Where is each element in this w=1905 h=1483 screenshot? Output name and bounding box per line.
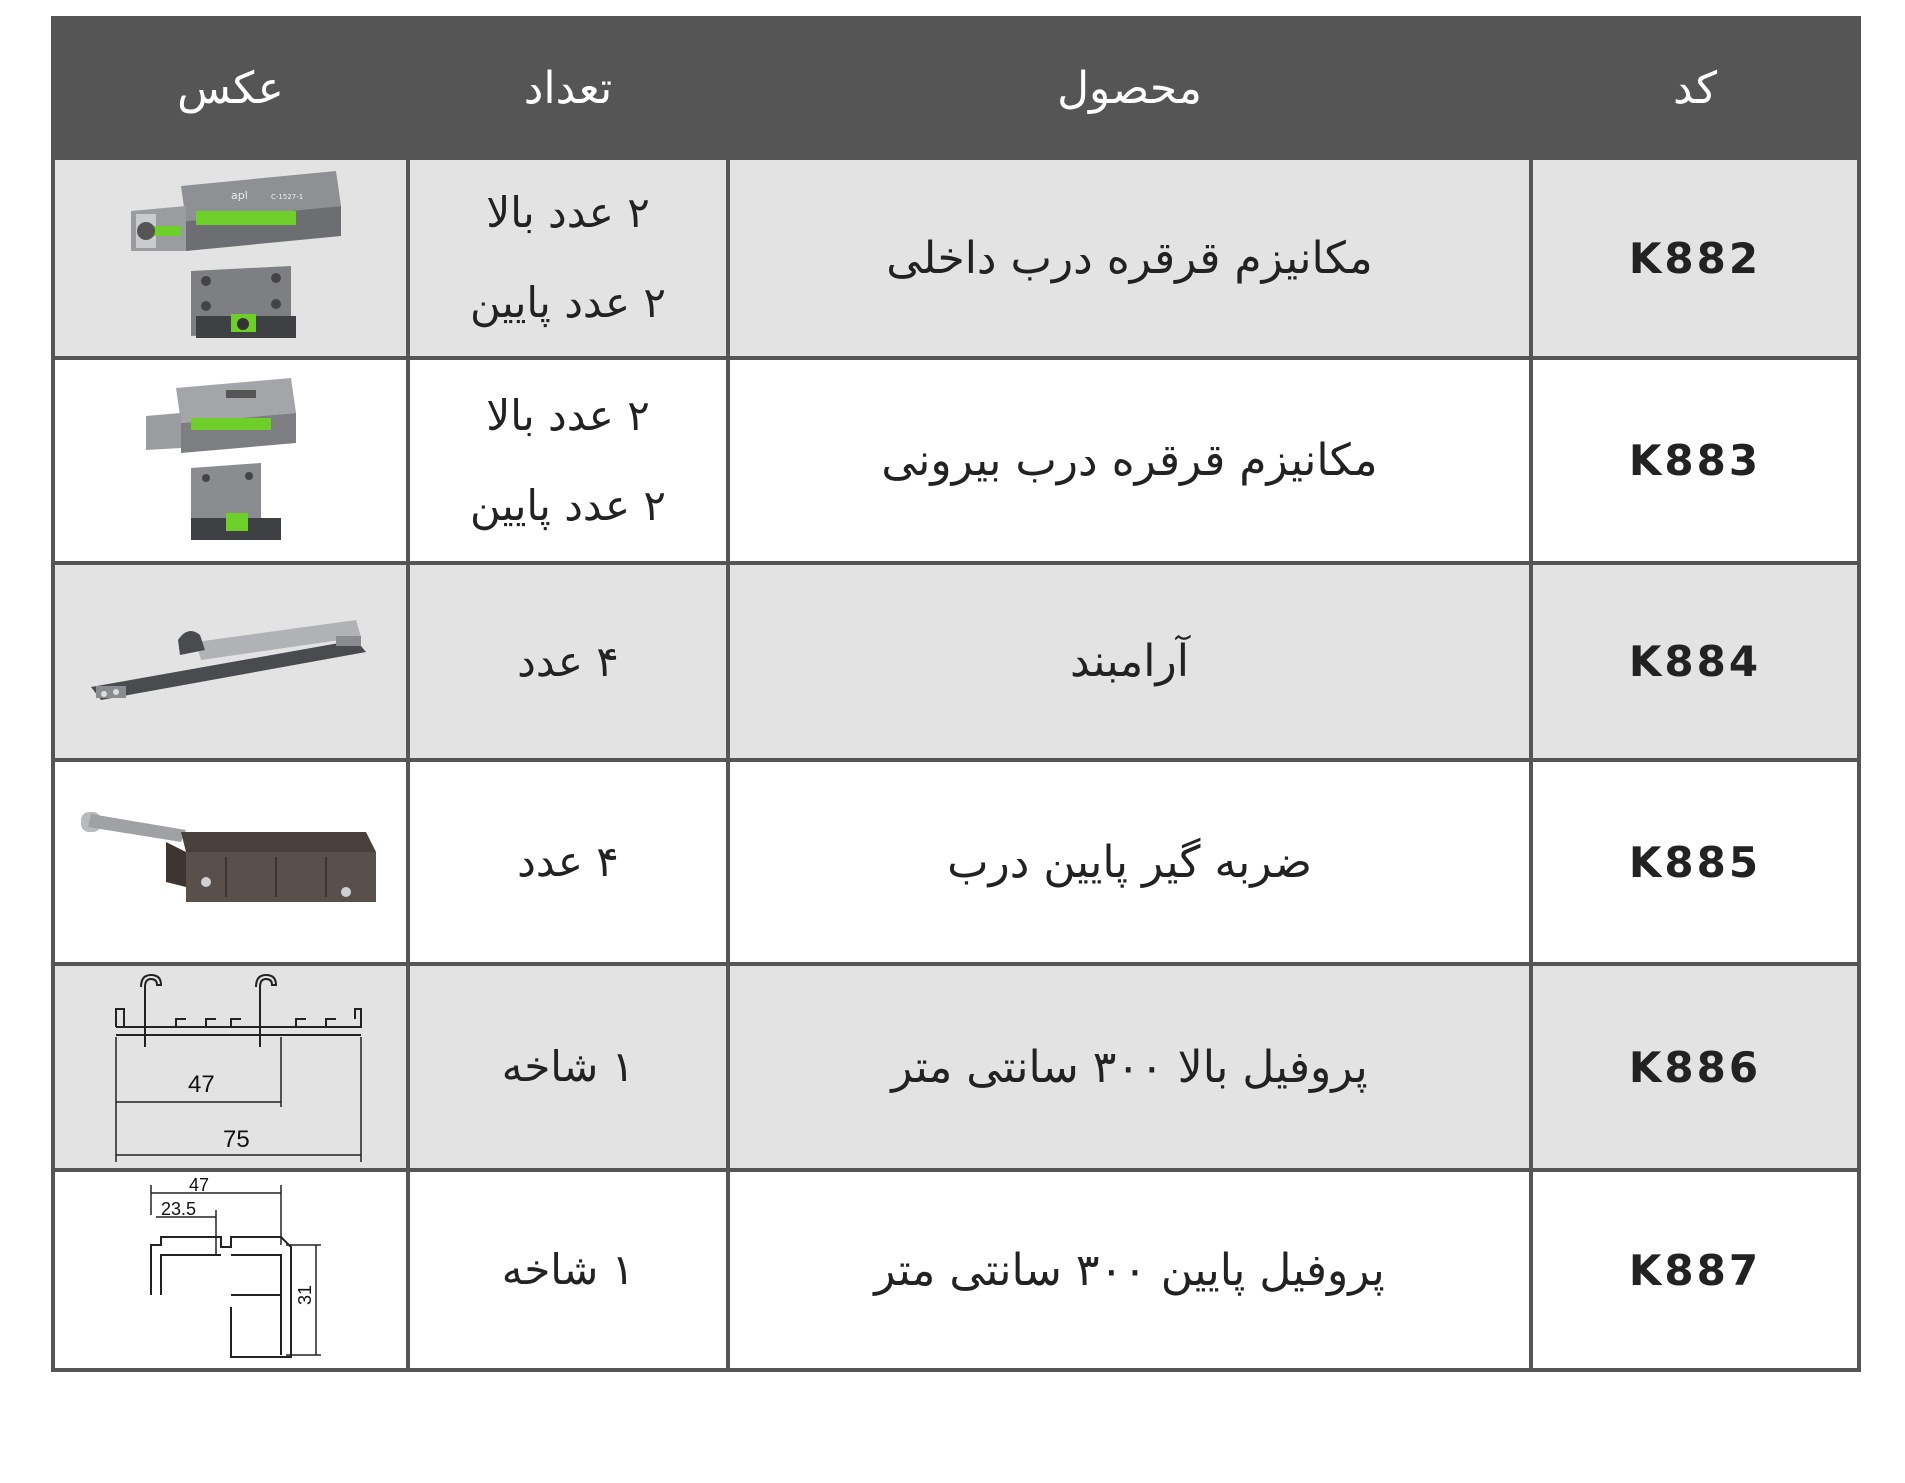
svg-text:47: 47	[187, 1071, 215, 1098]
quantity-top: ۲ عدد بالا	[486, 188, 650, 237]
product-code: K882	[1531, 158, 1859, 358]
product-name: مکانیزم قرقره درب بیرونی	[728, 358, 1531, 563]
header-code: کد	[1531, 18, 1859, 158]
top-profile-drawing-icon	[96, 967, 366, 1167]
bottom-profile-drawing-icon	[121, 1175, 341, 1365]
roller-mechanism-icon	[131, 368, 331, 553]
product-name: ضربه گیر پایین درب	[728, 760, 1531, 964]
product-name: پروفیل پایین ۳۰۰ سانتی متر	[728, 1170, 1531, 1370]
table-row	[53, 158, 1859, 358]
photo-cell	[53, 964, 408, 1170]
header-quantity: تعداد	[408, 18, 728, 158]
svg-text:31: 31	[294, 1284, 315, 1305]
table-row	[53, 760, 1859, 964]
table-row	[53, 1170, 1859, 1370]
product-code: K885	[1531, 760, 1859, 964]
product-code: K887	[1531, 1170, 1859, 1370]
header-product: محصول	[728, 18, 1531, 158]
door-bumper-icon	[76, 802, 386, 922]
photo-cell	[53, 563, 408, 760]
product-name: مکانیزم قرقره درب داخلی	[728, 158, 1531, 358]
quantity-value: ۱ شاخه	[501, 1042, 635, 1091]
quantity-top: ۲ عدد بالا	[486, 390, 650, 440]
quantity-value: ۴ عدد	[517, 636, 619, 686]
quantity-value: ۱ شاخه	[501, 1245, 635, 1294]
quantity-cell	[408, 358, 728, 563]
product-code: K886	[1531, 964, 1859, 1170]
svg-text:C-1527-1: C-1527-1	[270, 192, 303, 201]
product-name: آرامبند	[728, 563, 1531, 760]
photo-cell	[53, 358, 408, 563]
photo-cell	[53, 1170, 408, 1370]
roller-mechanism-icon	[111, 166, 351, 351]
svg-text:47: 47	[188, 1175, 209, 1195]
quantity-cell	[408, 563, 728, 760]
product-code: K884	[1531, 563, 1859, 760]
product-code: K883	[1531, 358, 1859, 563]
quantity-bottom: ۲ عدد پایین	[470, 480, 666, 530]
quantity-cell	[408, 964, 728, 1170]
product-name: پروفیل بالا ۳۰۰ سانتی متر	[728, 964, 1531, 1170]
svg-text:apl: apl	[230, 188, 248, 202]
quantity-cell	[408, 158, 728, 358]
table-row	[53, 563, 1859, 760]
photo-cell	[53, 158, 408, 358]
quantity-value: ۴ عدد	[517, 837, 619, 886]
svg-text:23.5: 23.5	[160, 1199, 196, 1219]
svg-text:75: 75	[222, 1126, 250, 1153]
header-photo: عکس	[53, 18, 408, 158]
quantity-bottom: ۲ عدد پایین	[470, 278, 666, 327]
products-table	[51, 16, 1861, 1372]
table-row	[53, 964, 1859, 1170]
quantity-cell	[408, 760, 728, 964]
soft-close-damper-icon	[86, 612, 376, 712]
photo-cell	[53, 760, 408, 964]
table-header-row	[53, 18, 1859, 158]
table-row	[53, 358, 1859, 563]
quantity-cell	[408, 1170, 728, 1370]
